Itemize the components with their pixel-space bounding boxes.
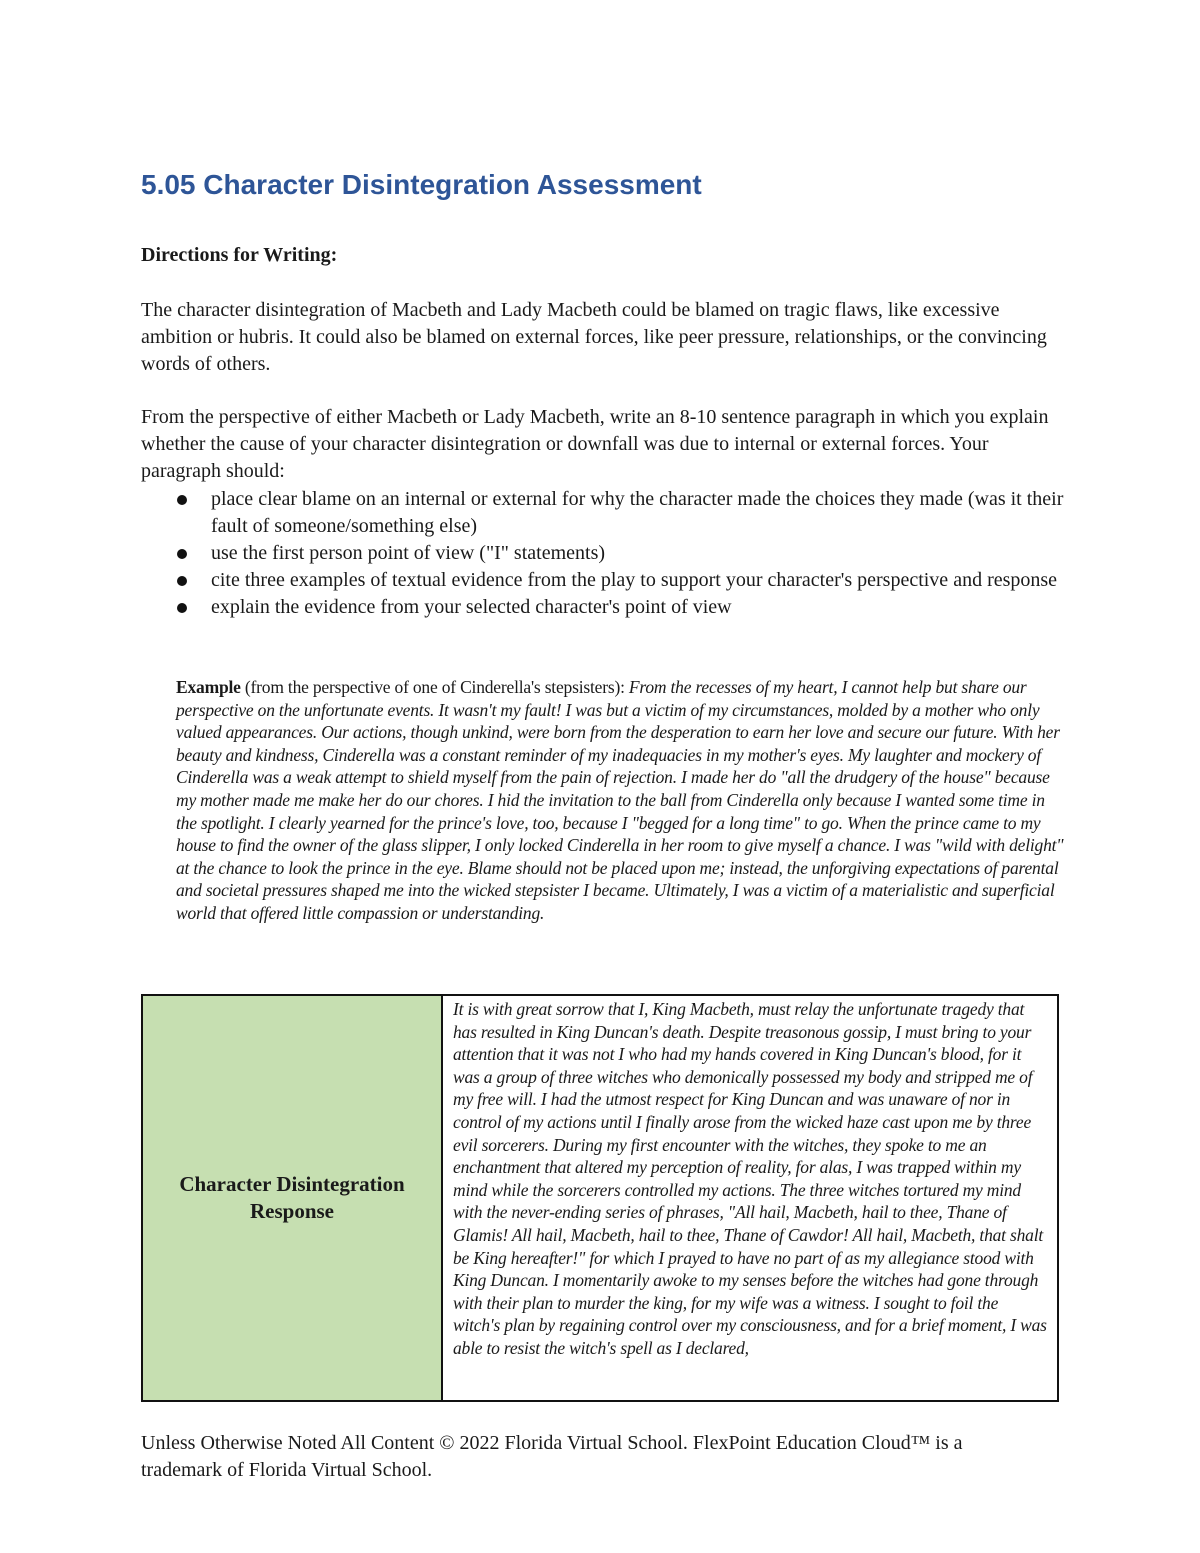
bullet-icon (177, 549, 187, 559)
directions-heading: Directions for Writing: (141, 244, 338, 266)
intro-paragraph: The character disintegration of Macbeth and Lady Macbeth could be blamed on tragic flaws, like excessive ambition or hubris. It could also be blamed on external forces, like peer pressure, relationships, or the convincing words of others. (141, 299, 1047, 375)
footer-copyright: Unless Otherwise Noted All Content © 2022 Florida Virtual School. FlexPoint Education Cloud™ is a trademark of Florida Virtual School. (141, 1432, 963, 1481)
requirement-item (141, 540, 1071, 567)
requirements-list (141, 486, 1071, 621)
response-text[interactable]: It is with great sorrow that I, King Macbeth, must relay the unfortunate tragedy that has resulted in King Duncan's death. Despite treasonous gossip, I must bring to your attention that it was not I who had my hands covered in King Duncan's blood, for it was a group of three witches who demonically possessed my body and stripped me of my free will. I had the utmost respect for King Duncan and was unaware of nor in control of my actions until I finally arose from the wicked haze cast upon me by three evil sorcerers. During my first encounter with the witches, they spoke to me an enchantment that altered my perception of reality, for alas, I was trapped within my mind while the sorcerers controlled my actions. The three witches tortured my mind with the never-ending series of phrases, "All hail, Macbeth, hail to thee, Thane of Glamis! All hail, Macbeth, hail to thee, Thane of Cawdor! All hail, Macbeth, that shalt be King hereafter!" for which I prayed to have no part of as my allegiance stood with King Duncan. I momentarily awoke to my senses before the witches had gone through with their plan to murder the king, for my wife was a witness. I sought to foil the witch's plan by regaining control over my consciousness, and for a brief moment, I was able to resist the witch's spell as I declared, (453, 999, 1047, 1358)
example-paragraph (176, 676, 1066, 925)
requirement-text: explain the evidence from your selected character's point of view (211, 596, 732, 618)
page-title: 5.05 Character Disintegration Assessment (141, 169, 702, 200)
requirement-text: place clear blame on an internal or external for why the character made the choices they made (was it their fault of someone/something else) (211, 488, 1064, 537)
response-cell[interactable] (442, 995, 1058, 1401)
response-label-cell (142, 995, 442, 1401)
response-table (141, 994, 1059, 1402)
example-text: From the recesses of my heart, I cannot help but share our perspective on the unfortunate events. It wasn't my fault! I was but a victim of my circumstances, molded by a mother who only valued appearances. Our actions, though unkind, were born from the desperation to earn her love and secure our future. With her beauty and kindness, Cinderella was a constant reminder of my inadequacies in my mother's eyes. My laughter and mockery of Cinderella was a weak attempt to shield myself from the pain of rejection. I made her do "all the drudgery of the house" because my mother made me make her do our chores. I hid the invitation to the ball from Cinderella only because I wanted some time in the spotlight. I clearly yearned for the prince's love, too, because I "begged for a long time" to go. When the prince came to my house to find the owner of the glass slipper, I only locked Cinderella in her room to give myself a chance. I was "wild with delight" at the chance to look the prince in the eye. Blame should not be placed upon me; instead, the unforgiving expectations of parental and societal pressures shaped me into the wicked stepsister I became. Ultimately, I was a victim of a materialistic and superficial world that offered little compassion or understanding. (176, 677, 1064, 923)
example-label: Example (176, 677, 241, 697)
requirement-text: use the first person point of view ("I" statements) (211, 542, 606, 564)
task-paragraph: From the perspective of either Macbeth or Lady Macbeth, write an 8-10 sentence paragraph in which you explain whether the cause of your character disintegration or downfall was due to internal or external forces. Your paragraph should: (141, 406, 1049, 482)
bullet-icon (177, 603, 187, 613)
requirement-item (141, 486, 1071, 540)
bullet-icon (177, 495, 187, 505)
requirement-item (141, 594, 1071, 621)
example-note: (from the perspective of one of Cinderella's stepsisters): (240, 677, 629, 697)
response-label: Character Disintegration Response (179, 1172, 405, 1223)
bullet-icon (177, 576, 187, 586)
requirement-item (141, 567, 1071, 594)
requirement-text: cite three examples of textual evidence from the play to support your character's perspective and response (211, 569, 1058, 591)
